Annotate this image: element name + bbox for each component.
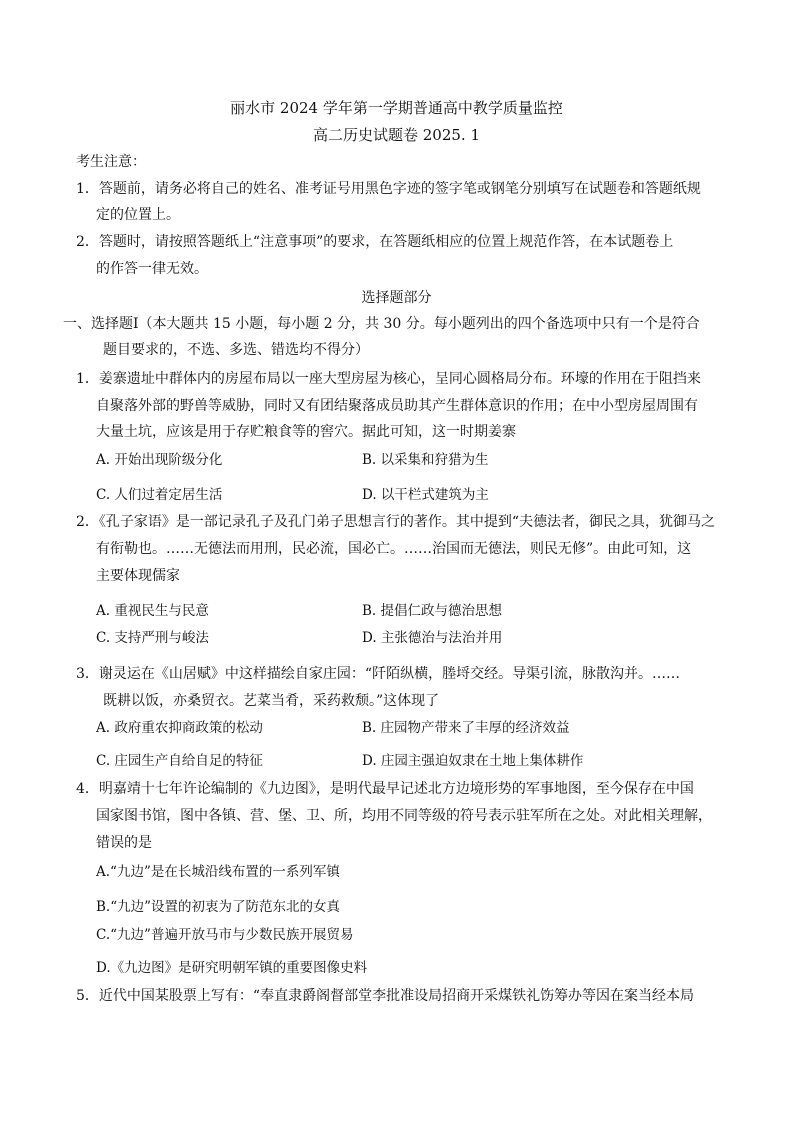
section-title: 选择题部分 bbox=[361, 290, 432, 306]
question-3-option-a: A. 政府重农抑商政策的松动 bbox=[96, 720, 263, 736]
question-4-option-a: A.“九边”是在长城沿线布置的一系列军镇 bbox=[96, 864, 340, 880]
question-2-stem-line2: 有衔勒也。……无德法而用刑，民必流，国必亡。……治国而无德法，则民无修”。由此可知，这 bbox=[96, 541, 692, 557]
question-1-stem-line3: 大量土坑，应该是用于存贮粮食等的窖穴。据此可知，这一时期姜寨 bbox=[96, 424, 516, 440]
section-intro: 一、选择题Ⅰ（本大题共 15 小题，每小题 2 分，共 30 分。每小题列出的四个备选项中只有一个是符合 bbox=[63, 316, 700, 332]
question-4-stem-line2: 国家图书馆，图中各镇、营、堡、卫、所，均用不同等级的符号表示驻军所在之处。对此相关理解， bbox=[96, 808, 712, 824]
question-2-stem: 2．《孔子家语》是一部记录孔子及孔门弟子思想言行的著作。其中提到“夫德法者，御民之具，犹御马之 bbox=[76, 514, 716, 530]
question-4-option-c: C.“九边”普遍开放马市与少数民族开展贸易 bbox=[96, 927, 354, 943]
question-3-option-b: B. 庄园物产带来了丰厚的经济效益 bbox=[362, 720, 570, 736]
question-2-option-a: A. 重视民生与民意 bbox=[96, 603, 209, 619]
exam-subtitle: 高二历史试题卷 2025. 1 bbox=[312, 126, 481, 144]
notice-item-1: 1．答题前，请务必将自己的姓名、准考证号用黑色字迹的签字笔或钢笔分别填写在试题卷和答题纸规 bbox=[76, 181, 701, 197]
question-1-stem-line2: 自聚落外部的野兽等威胁，同时又有团结聚落成员助其产生群体意识的作用；在中小型房屋周围有 bbox=[96, 398, 698, 414]
section-intro-cont: 题目要求的，不选、多选、错选均不得分） bbox=[103, 342, 369, 358]
notice-item-2-cont: 的作答一律无效。 bbox=[96, 261, 208, 277]
question-5-stem: 5．近代中国某股票上写有：“奉直隶爵阁督部堂李批准设局招商开采煤铁礼饬筹办等因在案当经本局 bbox=[76, 988, 695, 1004]
notice-item-1-cont: 定的位置上。 bbox=[96, 207, 180, 223]
question-3-option-d: D. 庄园主强迫奴隶在土地上集体耕作 bbox=[362, 753, 584, 769]
question-2-stem-line3: 主要体现儒家 bbox=[96, 568, 180, 584]
question-1-option-b: B. 以采集和狩猎为生 bbox=[362, 452, 489, 468]
question-2-option-b: B. 提倡仁政与德治思想 bbox=[362, 603, 503, 619]
question-1-stem: 1．姜寨遗址中群体内的房屋布局以一座大型房屋为核心，呈同心圆格局分布。环壕的作用在于阻挡来 bbox=[76, 371, 701, 387]
notice-heading: 考生注意： bbox=[76, 154, 146, 170]
question-3-option-c: C. 庄园生产自给自足的特征 bbox=[96, 753, 263, 769]
question-4-stem-line3: 错误的是 bbox=[96, 835, 152, 851]
question-4-option-d: D.《九边图》是研究明朝军镇的重要图像史料 bbox=[96, 960, 368, 976]
question-1-option-d: D. 以干栏式建筑为主 bbox=[362, 487, 489, 503]
notice-item-2: 2．答题时，请按照答题纸上“注意事项”的要求，在答题纸相应的位置上规范作答，在本试题卷上 bbox=[76, 234, 674, 250]
question-1-option-c: C. 人们过着定居生活 bbox=[96, 487, 223, 503]
question-2-option-d: D. 主张德治与法治并用 bbox=[362, 630, 503, 646]
question-3-stem-line2: 既耕以饭，亦桑贸衣。艺菜当肴，采药救颓。”这体现了 bbox=[103, 693, 440, 709]
question-4-option-b: B.“九边”设置的初衷为了防范东北的女真 bbox=[96, 899, 341, 915]
question-4-stem: 4．明嘉靖十七年许论编制的《九边图》，是明代最早记述北方边境形势的军事地图，至今保存在中国 bbox=[76, 781, 694, 797]
question-1-option-a: A. 开始出现阶级分化 bbox=[96, 452, 223, 468]
question-2-option-c: C. 支持严刑与峻法 bbox=[96, 630, 209, 646]
question-3-stem: 3．谢灵运在《山居赋》中这样描绘自家庄园：“阡陌纵横，塍埒交经。导渠引流，脉散沟并。…… bbox=[76, 666, 681, 682]
exam-title: 丽水市 2024 学年第一学期普通高中教学质量监控 bbox=[230, 99, 563, 117]
